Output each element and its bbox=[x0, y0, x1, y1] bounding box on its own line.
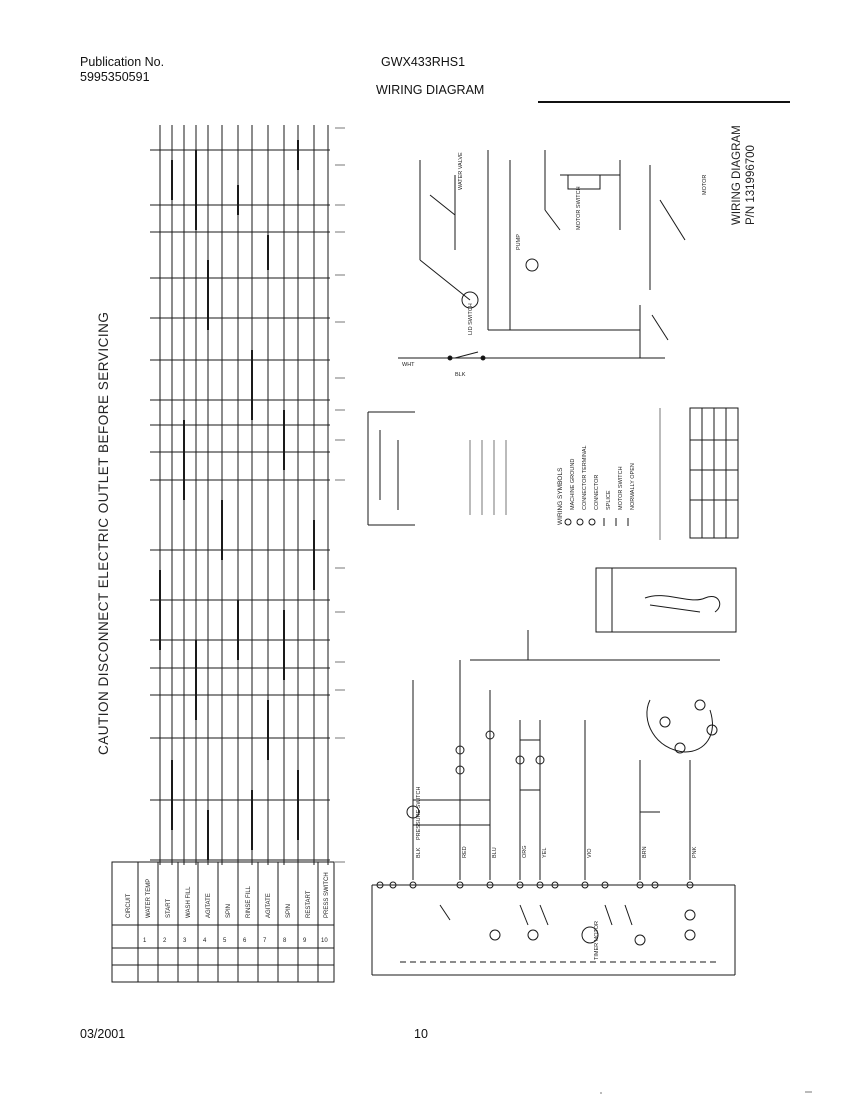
table-row-num: 4 bbox=[203, 938, 207, 944]
motor-switch-label: MOTOR SWITCH bbox=[576, 186, 582, 230]
lower-labels bbox=[416, 786, 698, 960]
table-row-num: 8 bbox=[283, 938, 287, 944]
legend-item: MOTOR SWITCH bbox=[618, 466, 624, 510]
table-row-num: 5 bbox=[223, 938, 227, 944]
legend-heading: WIRING SYMBOLS bbox=[557, 467, 564, 525]
table-row-name: PRESS SWITCH bbox=[324, 872, 330, 918]
lid-switch-label: LID SWITCH bbox=[468, 303, 474, 335]
table-row-num: 10 bbox=[321, 938, 328, 944]
pressure-switch-label: PRESSURE SWITCH bbox=[416, 786, 422, 840]
wire-color-label: WHT bbox=[402, 362, 415, 368]
table-row-name: AGITATE bbox=[266, 893, 272, 918]
water-valve-label: WATER VALVE bbox=[458, 152, 464, 190]
table-row-name: WASH FILL bbox=[186, 886, 192, 918]
motor-label: MOTOR bbox=[702, 174, 708, 195]
timer-motor-label: TIMER MOTOR bbox=[594, 920, 600, 960]
diagram-title-block: WIRING DIAGRAM bbox=[731, 125, 743, 225]
caution-label: CAUTION DISCONNECT ELECTRIC OUTLET BEFORE SERVICING bbox=[96, 311, 111, 755]
table-row-num: 1 bbox=[143, 938, 147, 944]
legend-item: MACHINE GROUND bbox=[570, 458, 576, 510]
table-row-name: WATER TEMP bbox=[146, 878, 152, 918]
wire-color-label: BLU bbox=[492, 847, 498, 858]
table-row-num: 3 bbox=[183, 938, 187, 944]
legend-item: NORMALLY OPEN bbox=[630, 463, 636, 510]
table-row-name: RINSE FILL bbox=[246, 885, 252, 918]
table-row-num: 6 bbox=[243, 938, 247, 944]
table-row-num: 9 bbox=[303, 938, 307, 944]
pump-label: PUMP bbox=[516, 234, 522, 250]
detail-box bbox=[596, 568, 736, 632]
connector-row bbox=[372, 882, 735, 975]
timer-sequence-chart bbox=[150, 125, 345, 865]
table-row-num: 2 bbox=[163, 938, 167, 944]
legend-item: CONNECTOR bbox=[594, 474, 600, 510]
table-row-name: RESTART bbox=[306, 890, 312, 918]
table-row-name: SPIN bbox=[286, 903, 292, 918]
table-row-name: SPIN bbox=[226, 903, 232, 918]
model-number: GWX433RHS1 bbox=[381, 55, 466, 69]
page-title: WIRING DIAGRAM bbox=[376, 83, 485, 97]
upper-schematic-labels bbox=[402, 152, 708, 378]
table-heading: CIRCUIT bbox=[126, 893, 132, 918]
wire-color-label: BLK bbox=[416, 847, 422, 858]
lower-schematic bbox=[407, 630, 720, 880]
publication-label: Publication No. bbox=[80, 55, 165, 69]
wire-color-label: BLK bbox=[455, 372, 466, 378]
footer-date: 03/2001 bbox=[80, 1027, 126, 1041]
diagram-part-number: P/N 131996700 bbox=[745, 145, 757, 225]
page-number: 10 bbox=[414, 1027, 428, 1041]
legend-block bbox=[368, 408, 738, 540]
wire-color-label: PNK bbox=[692, 846, 698, 858]
wire-color-label: BRN bbox=[642, 846, 648, 858]
legend-item: SPLICE bbox=[606, 490, 612, 510]
wire-color-label: ORG bbox=[522, 845, 528, 858]
scan-marks bbox=[600, 1092, 812, 1093]
legend-item: CONNECTOR TERMINAL bbox=[582, 445, 588, 510]
wire-color-label: VIO bbox=[587, 848, 593, 858]
table-row-name: START bbox=[166, 898, 172, 918]
table-row-name: AGITATE bbox=[206, 893, 212, 918]
table-row-num: 7 bbox=[263, 938, 267, 944]
wire-color-label: YEL bbox=[542, 847, 548, 858]
publication-number: 5995350591 bbox=[80, 70, 150, 84]
upper-schematic bbox=[398, 150, 685, 360]
wire-color-label: RED bbox=[462, 846, 468, 858]
circuit-table bbox=[112, 862, 334, 982]
